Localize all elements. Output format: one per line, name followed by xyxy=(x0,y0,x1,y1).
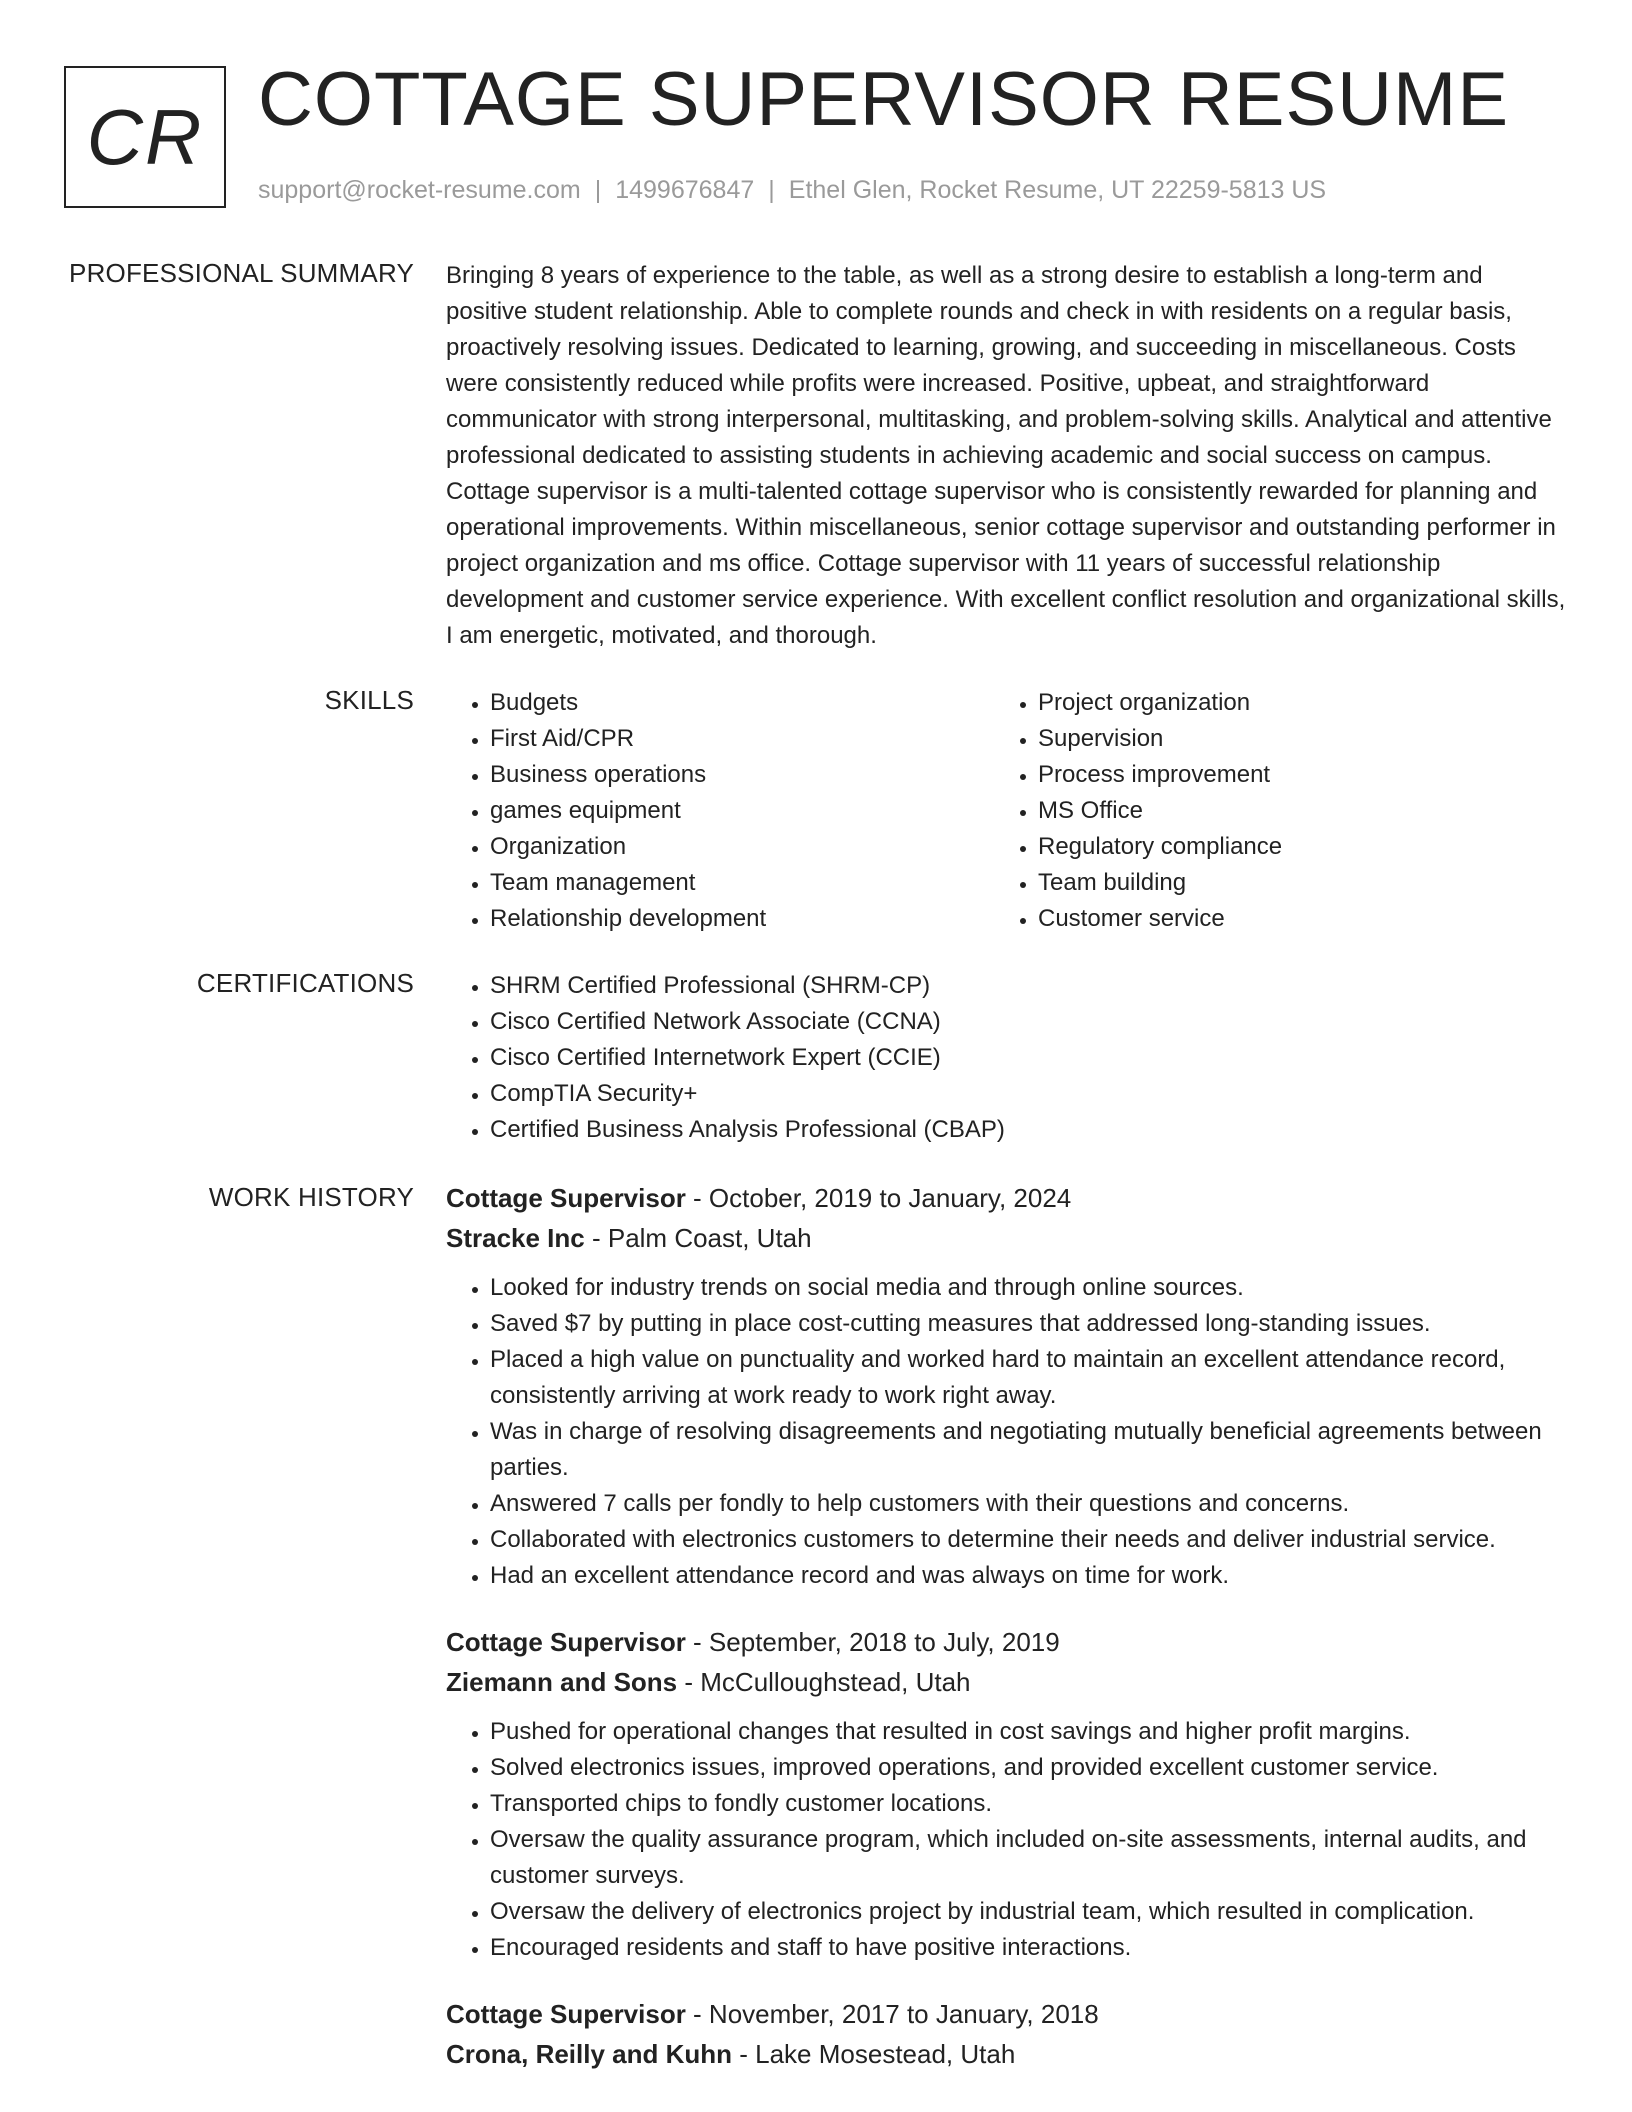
job-entry xyxy=(446,1994,1566,2074)
skill-item: • Relationship development xyxy=(490,901,994,937)
certification-item: • SHRM Certified Professional (SHRM-CP) xyxy=(490,968,1566,1004)
certifications-body xyxy=(446,968,1566,1148)
certification-item: • CompTIA Security+ xyxy=(490,1076,1566,1112)
job-header xyxy=(446,1994,1566,2034)
job-company-line xyxy=(446,1218,1566,1258)
job-location: - McCulloughstead, Utah xyxy=(677,1667,971,1697)
skill-item: • Business operations xyxy=(490,757,994,793)
job-bullets xyxy=(446,1714,1566,1966)
certifications-label: CERTIFICATIONS xyxy=(196,968,414,998)
job-title: Cottage Supervisor xyxy=(446,1627,686,1657)
certification-item: • Cisco Certified Internetwork Expert (CCIE) xyxy=(490,1040,1566,1076)
job-bullet: • Had an excellent attendance record and was always on time for work. xyxy=(490,1558,1566,1594)
skill-item: • First Aid/CPR xyxy=(490,721,994,757)
job-bullet: • Saved $7 by putting in place cost-cutting measures that addressed long-standing issues. xyxy=(490,1306,1566,1342)
skill-item: • games equipment xyxy=(490,793,994,829)
contact-separator: | xyxy=(768,176,775,204)
job-location: - Lake Mosestead, Utah xyxy=(732,2039,1016,2069)
job-company: Ziemann and Sons xyxy=(446,1667,678,1697)
certification-item: • Certified Business Analysis Professional (CBAP) xyxy=(490,1112,1566,1148)
job-bullet: • Collaborated with electronics customers to determine their needs and deliver industrial service. xyxy=(490,1522,1566,1558)
summary-text: Bringing 8 years of experience to the table, as well as a strong desire to establish a long-term and positive student relationship. Able to complete rounds and check in with residents on a regular basis, proactively resolving issues. Dedicated to learning, growing, and succeeding in miscellaneous. Costs were consistently reduced while profits were increased. Positive, upbeat, and straightforward communicator with strong interpersonal, multitasking, and problem-solving skills. Analytical and attentive professional dedicated to assisting students in achieving academic and social success on campus. Cottage supervisor is a multi-talented cottage supervisor who is consistently rewarded for planning and operational improvements. Within miscellaneous, senior cottage supervisor and outstanding performer in project organization and ms office. Cottage supervisor with 11 years of successful relationship development and customer service experience. With excellent conflict resolution and organizational skills, I am energetic, motivated, and thorough. xyxy=(446,262,1566,649)
skill-item: • Budgets xyxy=(490,685,994,721)
job-bullet: • Solved electronics issues, improved operations, and provided excellent customer service. xyxy=(490,1750,1566,1786)
job-bullet: • Oversaw the delivery of electronics project by industrial team, which resulted in complication. xyxy=(490,1894,1566,1930)
job-dates: - November, 2017 to January, 2018 xyxy=(685,1999,1099,2029)
skill-item: • Project organization xyxy=(1038,685,1542,721)
job-bullet: • Placed a high value on punctuality and worked hard to maintain an excellent attendance record, consistently arriving at work ready to work right away. xyxy=(490,1342,1566,1414)
job-bullet: • Looked for industry trends on social media and through online sources. xyxy=(490,1270,1566,1306)
job-company: Crona, Reilly and Kuhn xyxy=(446,2039,733,2069)
monogram-box xyxy=(64,66,226,208)
job-entry xyxy=(446,1622,1566,1966)
job-bullet: • Was in charge of resolving disagreements and negotiating mutually beneficial agreements between parties. xyxy=(490,1414,1566,1486)
contact-separator: | xyxy=(594,176,602,204)
skill-item: • MS Office xyxy=(1038,793,1542,829)
work-history-body xyxy=(446,1178,1566,2102)
job-company: Stracke Inc xyxy=(446,1223,585,1253)
contact-line xyxy=(258,176,1326,205)
contact-phone[interactable]: 1499676847 xyxy=(615,176,755,204)
skill-item: • Team management xyxy=(490,865,994,901)
job-bullet: • Transported chips to fondly customer locations. xyxy=(490,1786,1566,1822)
job-dates: - October, 2019 to January, 2024 xyxy=(685,1183,1072,1213)
skills-label: SKILLS xyxy=(324,685,414,715)
monogram-initials: CR xyxy=(86,92,204,181)
certifications-list xyxy=(446,968,1566,1148)
job-bullet: • Pushed for operational changes that resulted in cost savings and higher profit margins. xyxy=(490,1714,1566,1750)
certification-item: • Cisco Certified Network Associate (CCNA) xyxy=(490,1004,1566,1040)
job-bullet: • Encouraged residents and staff to have positive interactions. xyxy=(490,1930,1566,1966)
skills-body xyxy=(446,685,1566,937)
job-company-line xyxy=(446,1662,1566,1702)
skills-list-left xyxy=(446,685,994,937)
job-title: Cottage Supervisor xyxy=(446,1999,686,2029)
skill-item: • Regulatory compliance xyxy=(1038,829,1542,865)
job-entry xyxy=(446,1178,1566,1594)
job-dates: - September, 2018 to July, 2019 xyxy=(685,1627,1060,1657)
summary-label: PROFESSIONAL SUMMARY xyxy=(69,258,414,288)
job-title: Cottage Supervisor xyxy=(446,1183,686,1213)
skill-item: • Team building xyxy=(1038,865,1542,901)
skill-item: • Process improvement xyxy=(1038,757,1542,793)
contact-email[interactable]: support@rocket-resume.com xyxy=(258,176,581,204)
summary-body xyxy=(446,258,1566,654)
job-bullet: • Oversaw the quality assurance program, which included on-site assessments, internal audits, and customer surveys. xyxy=(490,1822,1566,1894)
contact-address: Ethel Glen, Rocket Resume, UT 22259-5813 US xyxy=(788,176,1327,204)
job-bullet: • Answered 7 calls per fondly to help customers with their questions and concerns. xyxy=(490,1486,1566,1522)
job-header xyxy=(446,1622,1566,1662)
job-company-line xyxy=(446,2034,1566,2074)
work-history-label: WORK HISTORY xyxy=(208,1182,414,1212)
job-location: - Palm Coast, Utah xyxy=(584,1223,812,1253)
skills-list-right xyxy=(994,685,1542,937)
skill-item: • Customer service xyxy=(1038,901,1542,937)
skill-item: • Supervision xyxy=(1038,721,1542,757)
skill-item: • Organization xyxy=(490,829,994,865)
job-header xyxy=(446,1178,1566,1218)
page-title: COTTAGE SUPERVISOR RESUME xyxy=(258,57,1510,142)
job-bullets xyxy=(446,1270,1566,1594)
